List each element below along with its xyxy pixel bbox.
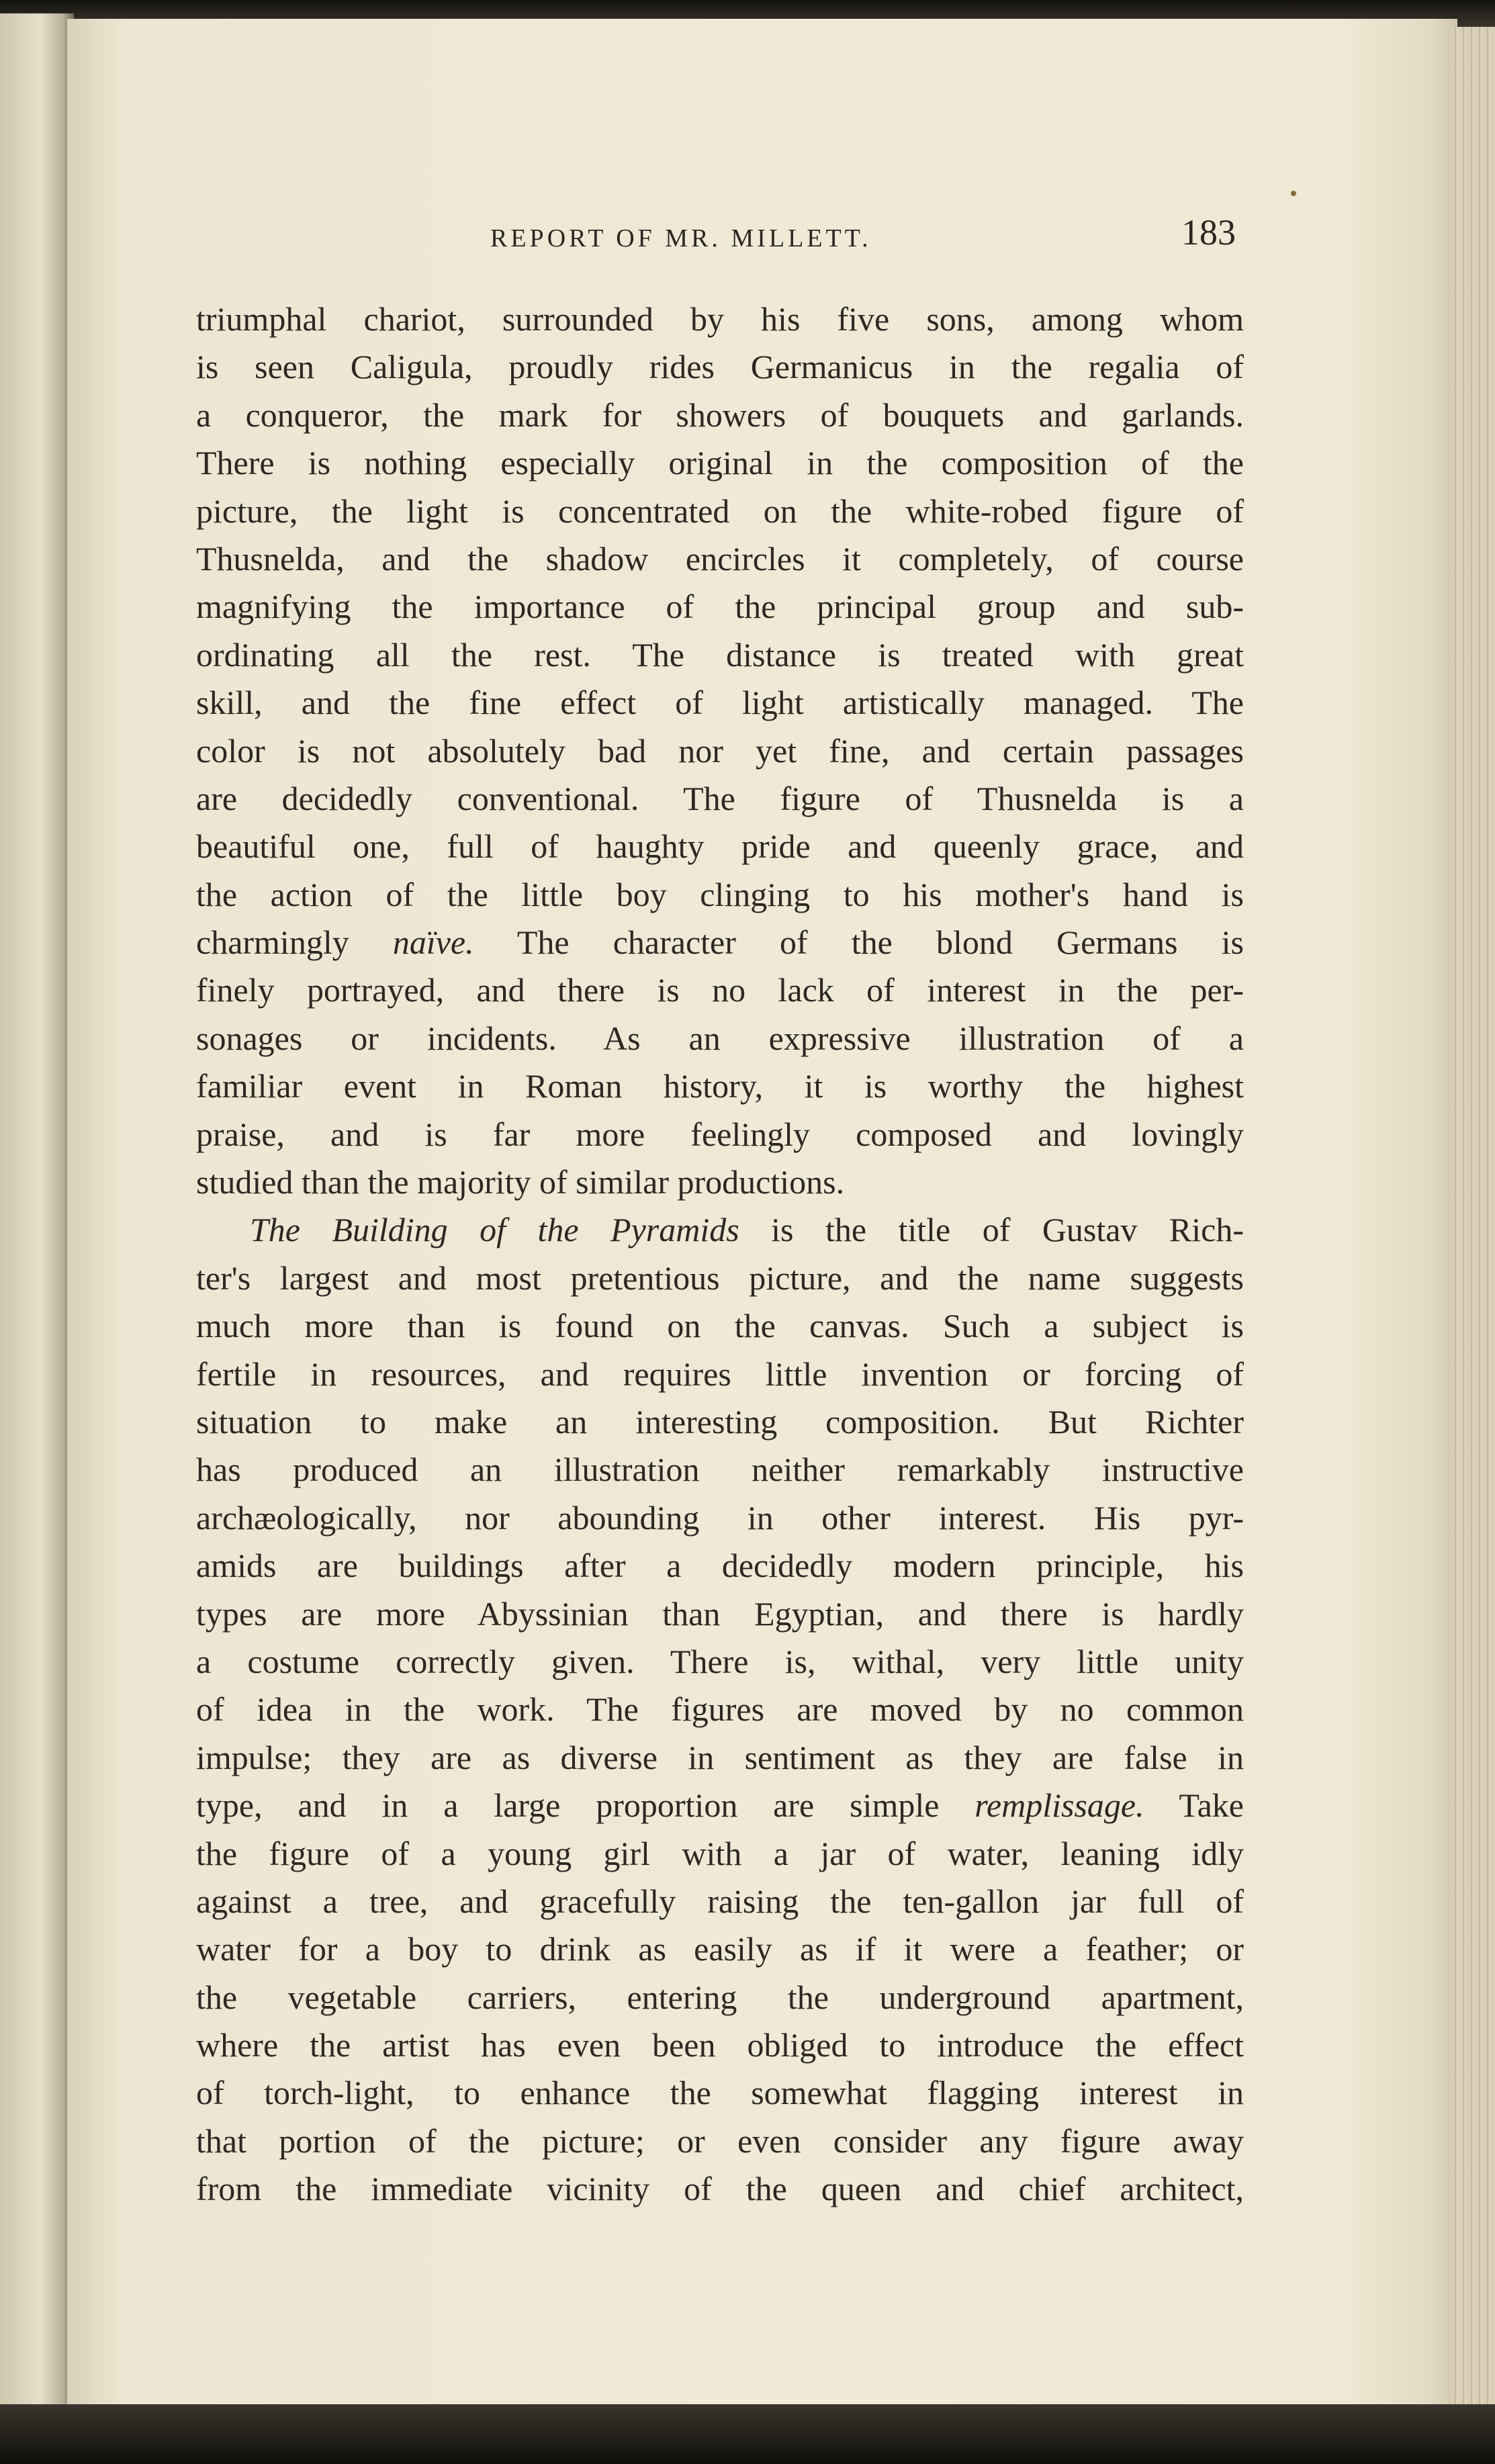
text-line: sonages or incidents. As an expressive illustration of a: [196, 1019, 1244, 1057]
text-segment: Take: [1144, 1786, 1244, 1825]
text-line: the figure of a young girl with a jar of water, leaning idly: [196, 1834, 1244, 1872]
running-head: [201, 212, 1263, 265]
paragraph-end-line: studied than the majority of similar productions.: [196, 1163, 845, 1201]
body-text: [196, 295, 1244, 2214]
text-line: skill, and the fine effect of light artistically managed. The: [196, 684, 1244, 722]
italic-text: naïve.: [392, 923, 474, 962]
text-line: familiar event in Roman history, it is worthy the highest: [196, 1067, 1244, 1105]
left-page-edge: [0, 13, 74, 2404]
text-segment: charmingly: [196, 923, 393, 962]
text-line: Thusnelda, and the shadow encircles it completely, of course: [196, 539, 1244, 578]
italic-title: The Building of the Pyramids: [250, 1211, 739, 1249]
text-line: archæologically, nor abounding in other interest. His pyr-: [196, 1498, 1244, 1537]
text-line: fertile in resources, and requires little invention or forcing of: [196, 1355, 1244, 1393]
text-line: picture, the light is concentrated on the white-robed figure of: [196, 492, 1244, 530]
text-line: situation to make an interesting composition. But Richter: [196, 1402, 1244, 1441]
text-line: triumphal chariot, surrounded by his five sons, among whom: [196, 300, 1244, 338]
text-line: the action of the little boy clinging to his mother's hand is: [196, 875, 1244, 913]
text-line: of torch-light, to enhance the somewhat flagging interest in: [196, 2074, 1244, 2112]
text-line: ordinating all the rest. The distance is treated with great: [196, 635, 1244, 674]
text-line: where the artist has even been obliged to introduce the effect: [196, 2026, 1244, 2064]
page-number: 183: [1181, 212, 1236, 253]
text-line: has produced an illustration neither remarkably instructive: [196, 1451, 1244, 1489]
text-line: praise, and is far more feelingly composed and lovingly: [196, 1115, 1244, 1153]
text-line: of idea in the work. The figures are moved by no common: [196, 1690, 1244, 1729]
text-line: a conqueror, the mark for showers of bouquets and garlands.: [196, 396, 1244, 434]
text-line: finely portrayed, and there is no lack of interest in the per-: [196, 971, 1244, 1009]
text-segment: is the title of Gustav Rich-: [739, 1211, 1244, 1249]
bottom-shadow: [0, 2404, 1495, 2464]
text-line: types are more Abyssinian than Egyptian, and there is hardly: [196, 1594, 1244, 1633]
text-line: beautiful one, full of haughty pride and queenly grace, and: [196, 827, 1244, 866]
text-segment: The character of the blond Germans is: [473, 923, 1244, 962]
text-line: There is nothing especially original in the composition of the: [196, 444, 1244, 482]
text-line: magnifying the importance of the principal group and sub-: [196, 588, 1244, 626]
text-segment: type, and in a large proportion are simple: [196, 1786, 975, 1825]
text-line: [196, 1782, 1244, 1829]
text-line: against a tree, and gracefully raising the ten-gallon jar full of: [196, 1882, 1244, 1920]
paragraph-start-line: [196, 1206, 1244, 1254]
text-line: [196, 919, 1244, 966]
text-line: the vegetable carriers, entering the underground apartment,: [196, 1978, 1244, 2016]
ink-speck: [1291, 191, 1296, 196]
running-head-title: REPORT OF MR. MILLETT.: [490, 224, 872, 253]
text-line: is seen Caligula, proudly rides Germanicus in the regalia of: [196, 348, 1244, 386]
text-line: color is not absolutely bad nor yet fine, and certain passages: [196, 731, 1244, 770]
text-line: amids are buildings after a decidedly modern principle, his: [196, 1547, 1244, 1585]
italic-text: remplissage.: [975, 1786, 1144, 1825]
text-line: much more than is found on the canvas. Such a subject is: [196, 1307, 1244, 1345]
page-stack-edge: [1451, 27, 1495, 2418]
text-line: impulse; they are as diverse in sentiment as they are false in: [196, 1738, 1244, 1776]
text-line: from the immediate vicinity of the queen and chief architect,: [196, 2170, 1244, 2208]
text-line: that portion of the picture; or even consider any figure away: [196, 2121, 1244, 2160]
text-line: water for a boy to drink as easily as if it were a feather; or: [196, 1930, 1244, 1968]
text-line: ter's largest and most pretentious picture, and the name suggests: [196, 1259, 1244, 1297]
text-line: a costume correctly given. There is, withal, very little unity: [196, 1642, 1244, 1680]
text-line: are decidedly conventional. The figure of Thusnelda is a: [196, 779, 1244, 817]
